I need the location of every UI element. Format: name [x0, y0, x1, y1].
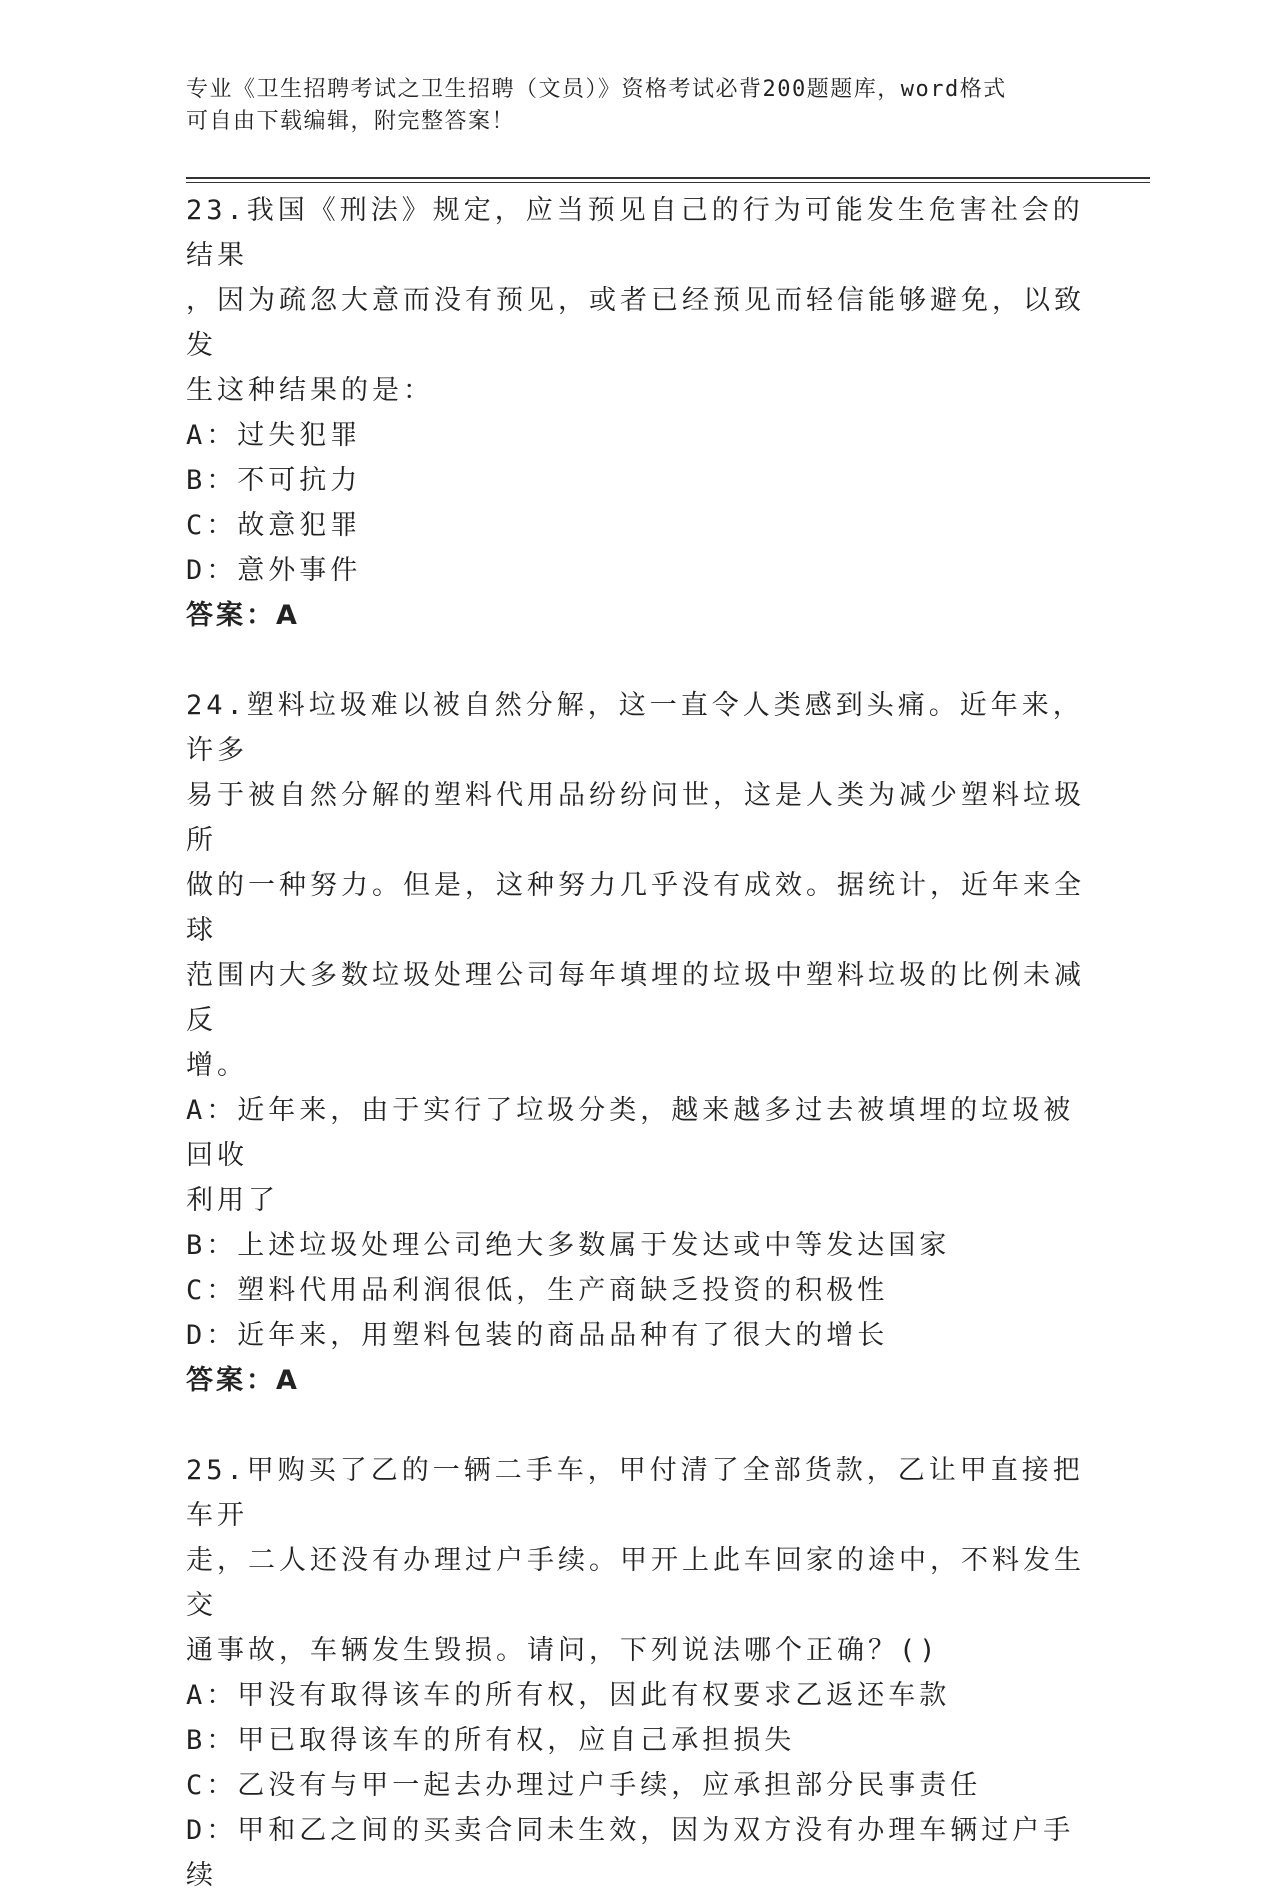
option-a: A：甲没有取得该车的所有权，因此有权要求乙返还车款 [186, 1680, 951, 1711]
question-stem-line: 25.甲购买了乙的一辆二手车，甲付清了全部货款，乙让甲直接把车开 [186, 1455, 1084, 1531]
question-stem-line: 通事故，车辆发生毁损。请问，下列说法哪个正确？() [186, 1635, 940, 1666]
question-stem-line: 做的一种努力。但是，这种努力几乎没有成效。据统计，近年来全球 [186, 870, 1085, 946]
question-stem-line: 23.我国《刑法》规定，应当预见自己的行为可能发生危害社会的结果 [186, 195, 1084, 271]
header-divider-thin [186, 182, 1150, 183]
option-c: C：故意犯罪 [186, 510, 362, 541]
question-23 [186, 188, 1086, 638]
question-stem-line: 增。 [186, 1050, 248, 1081]
option-a: A：过失犯罪 [186, 420, 362, 451]
header-title-line-1: 专业《卫生招聘考试之卫生招聘（文员）》资格考试必背200题题库，word格式 [186, 77, 1007, 102]
question-spacer [186, 1403, 1086, 1448]
question-stem-line: ，因为疏忽大意而没有预见，或者已经预见而轻信能够避免，以致发 [186, 285, 1085, 361]
question-stem-line: 易于被自然分解的塑料代用品纷纷问世，这是人类为减少塑料垃圾所 [186, 780, 1085, 856]
header-title-line-2: 可自由下载编辑，附完整答案！ [186, 109, 516, 134]
header-divider-thick [186, 177, 1150, 179]
option-b: B：上述垃圾处理公司绝大多数属于发达或中等发达国家 [186, 1230, 951, 1261]
question-spacer [186, 638, 1086, 683]
question-stem-line: 24.塑料垃圾难以被自然分解，这一直令人类感到头痛。近年来，许多 [186, 690, 1084, 766]
answer: 答案：A [186, 1365, 300, 1396]
option-c: C：塑料代用品利润很低，生产商缺乏投资的积极性 [186, 1275, 889, 1306]
option-c: C：乙没有与甲一起去办理过户手续，应承担部分民事责任 [186, 1770, 982, 1801]
question-25 [186, 1448, 1086, 1898]
answer: 答案：A [186, 600, 300, 631]
question-stem-line: 生这种结果的是： [186, 375, 434, 406]
option-a-continued: 利用了 [186, 1185, 279, 1216]
question-list [186, 188, 1086, 1898]
option-d: D：近年来，用塑料包装的商品品种有了很大的增长 [186, 1320, 889, 1351]
question-stem-line: 范围内大多数垃圾处理公司每年填埋的垃圾中塑料垃圾的比例未减反 [186, 960, 1085, 1036]
option-d: D：甲和乙之间的买卖合同未生效，因为双方没有办理车辆过户手续 [186, 1815, 1075, 1891]
option-b: B：不可抗力 [186, 465, 362, 496]
question-stem-line: 走，二人还没有办理过户手续。甲开上此车回家的途中，不料发生交 [186, 1545, 1085, 1621]
document-header [186, 74, 1086, 138]
question-24 [186, 683, 1086, 1403]
option-b: B：甲已取得该车的所有权，应自己承担损失 [186, 1725, 796, 1756]
option-a: A：近年来，由于实行了垃圾分类，越来越多过去被填埋的垃圾被回收 [186, 1095, 1075, 1171]
option-d: D：意外事件 [186, 555, 362, 586]
